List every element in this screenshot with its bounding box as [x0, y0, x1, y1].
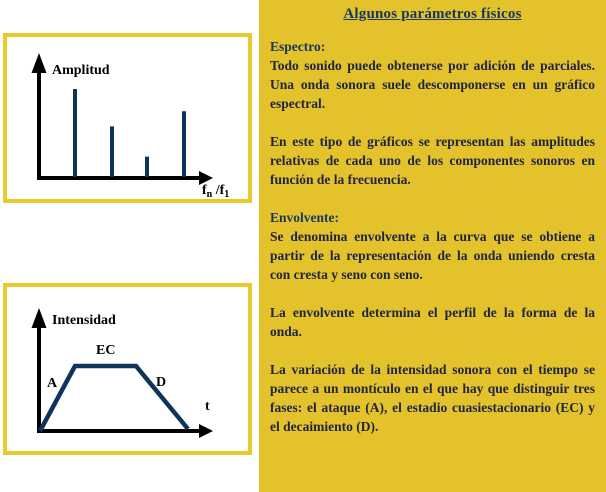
sections — [270, 37, 595, 436]
section-heading: Espectro: — [270, 39, 326, 54]
intensity-axis-label: Intensidad — [52, 313, 116, 328]
frequency-axis-label: $f_n$ $/f_1$ — [202, 183, 230, 200]
decay-label: D — [156, 375, 167, 390]
section-paragraph: Se denomina envolvente a la curva que se obtiene a partir de la representación de la onda uniendo cresta con cresta y seno con seno. — [270, 229, 595, 282]
section-heading: Envolvente: — [270, 210, 339, 225]
up-arrow-icon — [32, 53, 47, 73]
section-paragraph: En este tipo de gráficos se representan las amplitudes relativas de cada uno de los componentes sonoros en función de la frecuencia. — [270, 134, 595, 187]
steady-state-label: EC — [96, 343, 116, 358]
up-arrow-icon — [32, 308, 47, 328]
section-paragraph: La variación de la intensidad sonora con el tiempo se parece a un montículo en el que hay que distinguir tres fases: el ataque (A), el estadio cuasiestacionario (EC) y el decaimiento (D). — [270, 362, 595, 434]
spectrum-bars — [75, 89, 184, 177]
right-arrow-icon — [199, 424, 213, 438]
envelope-plot — [3, 283, 252, 455]
section-paragraph: Todo sonido puede obtenerse por adición de parciales. Una onda sonora suele descomponerse en un gráfico espectral. — [270, 58, 595, 111]
section-paragraph: La envolvente determina el perfil de la forma de la onda. — [270, 305, 595, 339]
text-panel — [259, 0, 606, 492]
slide-title: Algunos parámetros físicos — [343, 6, 522, 22]
time-axis-label: t — [205, 399, 210, 414]
attack-label: A — [47, 376, 58, 391]
spectrum-plot — [3, 33, 252, 203]
amplitude-axis-label: Amplitud — [52, 63, 110, 78]
